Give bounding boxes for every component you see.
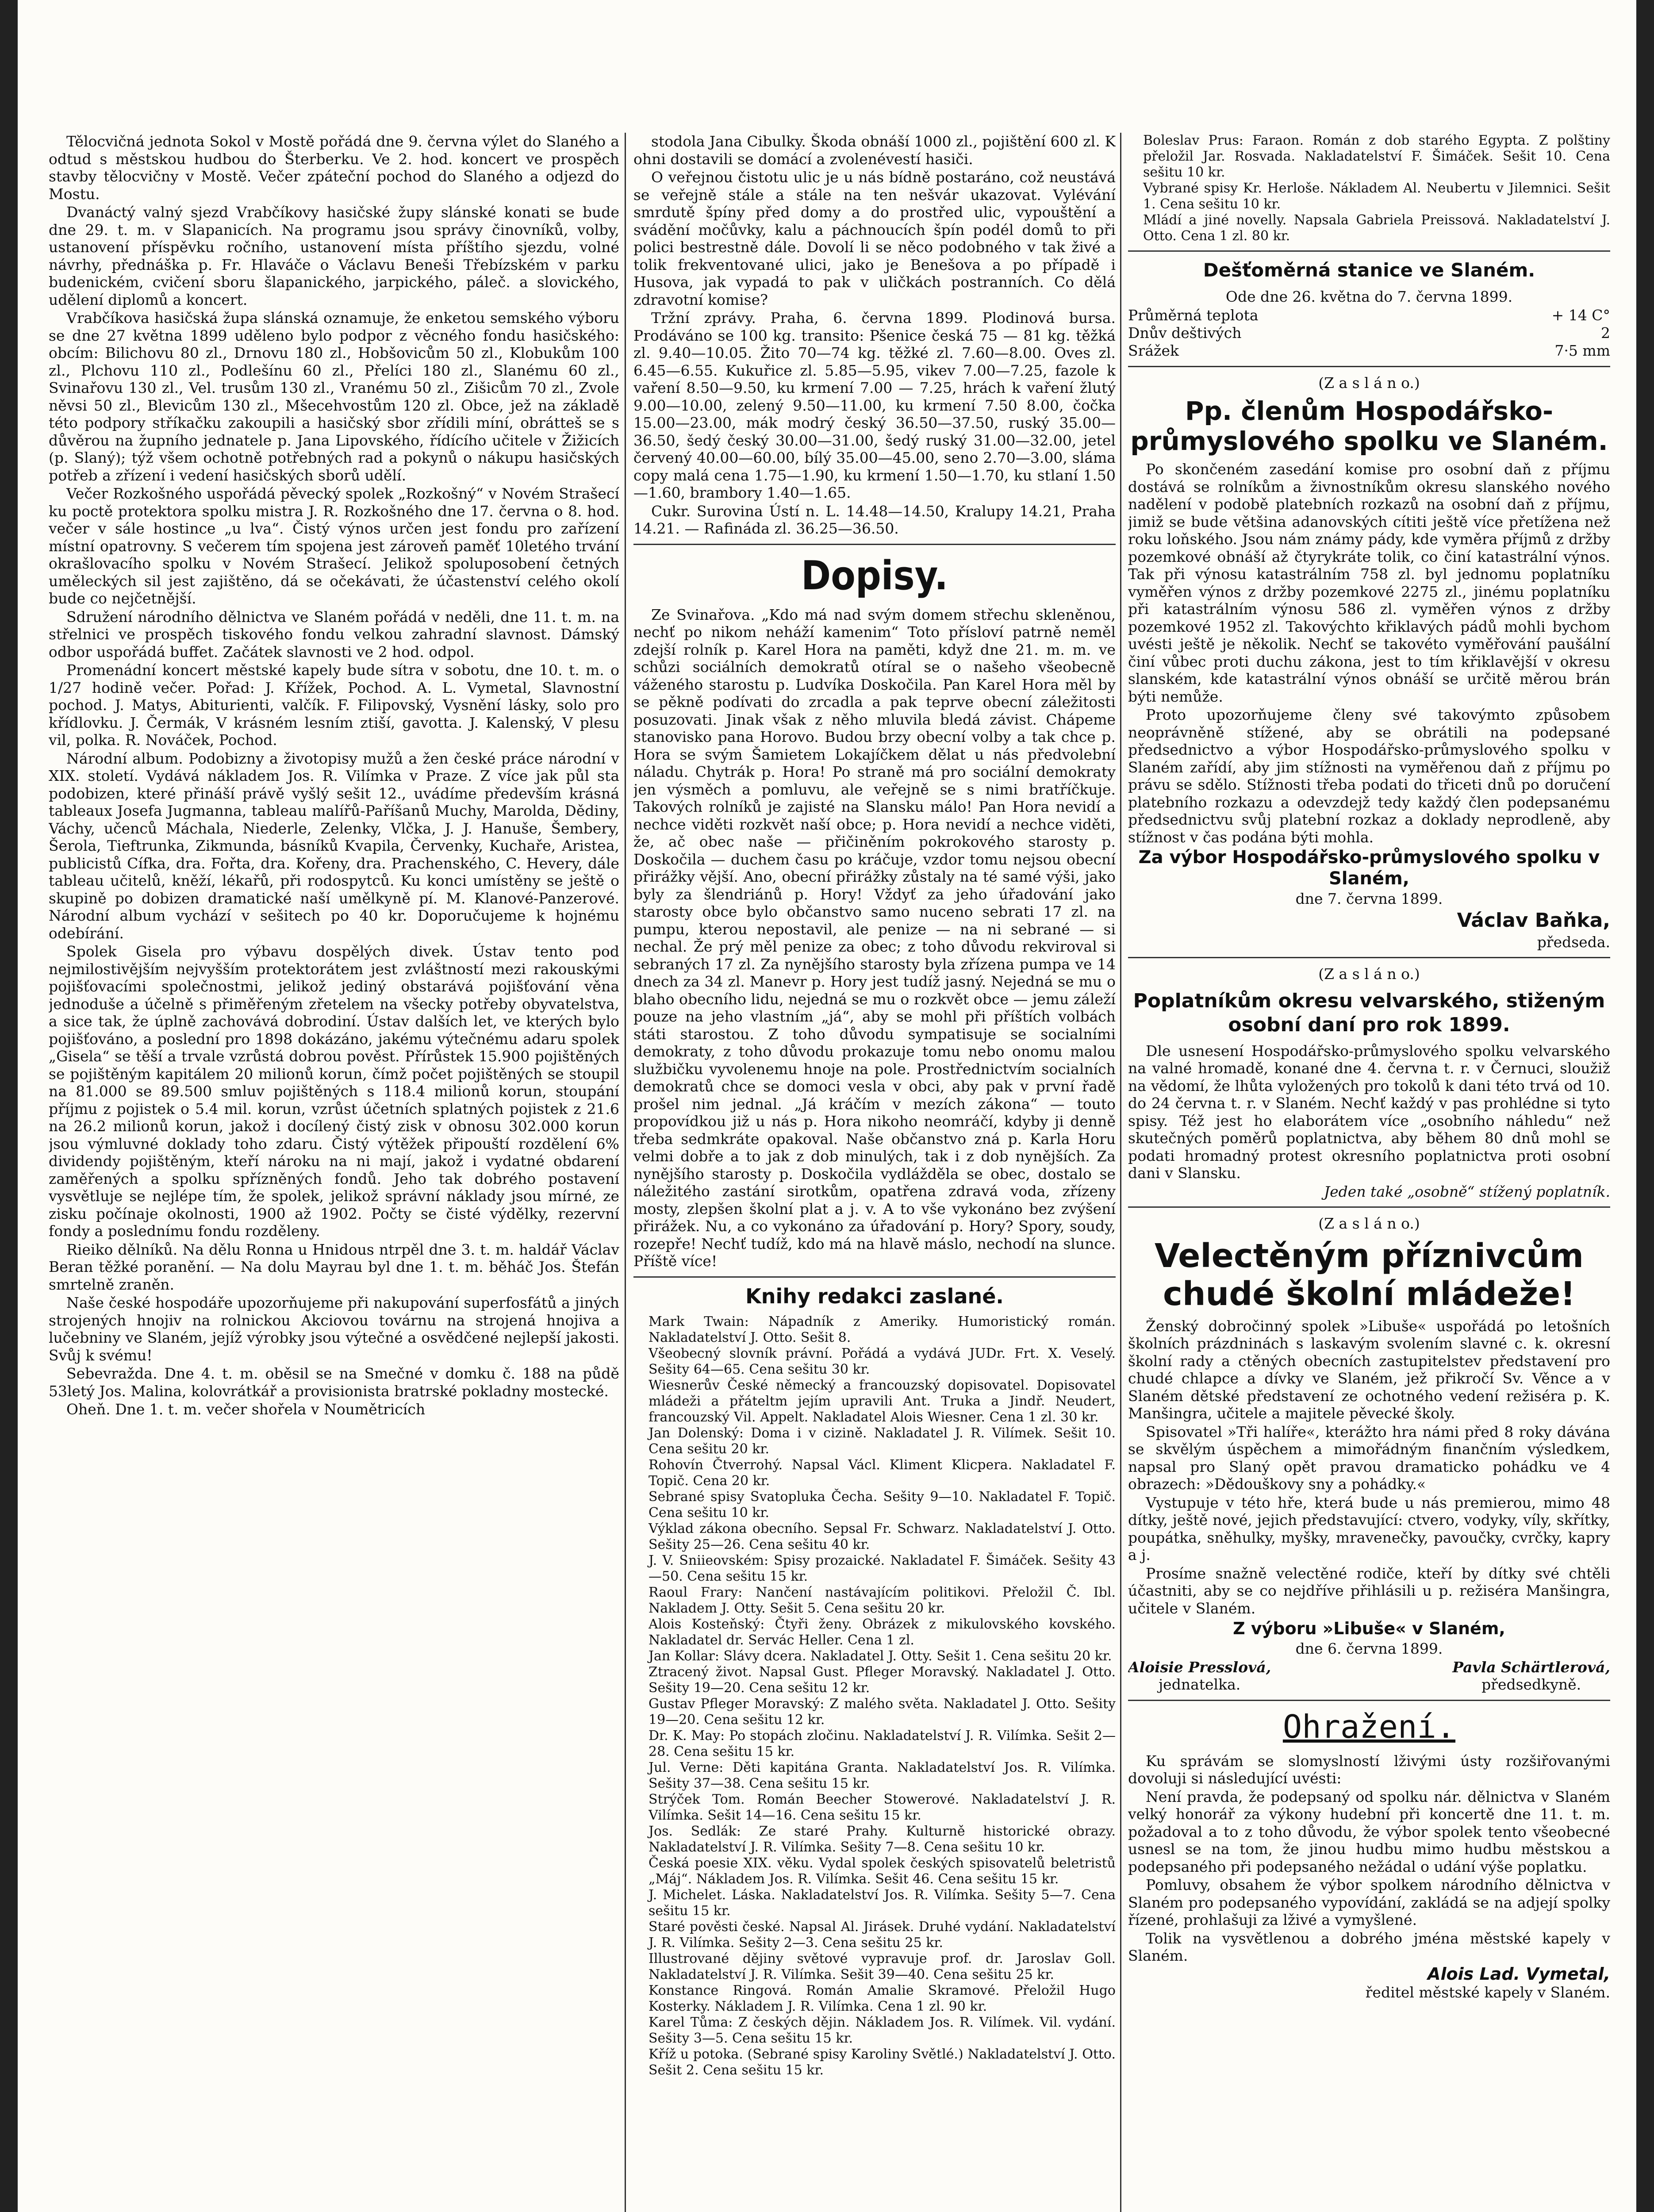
zaslano-note: (Z a s l á n o.) <box>1318 374 1420 392</box>
signature-name: Alois Lad. Vymetal, <box>1428 1964 1610 1984</box>
notice-date: dne 6. června 1899. <box>1295 1640 1443 1657</box>
divider <box>1128 957 1610 958</box>
book-entry: Dr. K. May: Po stopách zločinu. Nakladatelství J. R. Vilímka. Sešit 2—28. Cena sešitu 15 kr. <box>649 1728 1116 1759</box>
divider <box>1128 366 1610 367</box>
book-entry: Wiesnerův České německý a francouzský dopisovatel. Dopisovatel mládeži a přáteltm jejím upravili Ant. Truka a Jindř. Neudert, francouzský Vil. Appelt. Nakladatel Alois Wiesner. Cena 1 zl. 30 kr. <box>649 1377 1116 1425</box>
book-entry: Ztracený život. Napsal Gust. Pfleger Moravský. Nakladatel J. Otto. Sešity 19—20. Cena sešitu 12 kr. <box>649 1664 1116 1696</box>
notice-body: Prosíme snažně velectěné rodiče, kteří by dítky své chtěli účastniti, aby se co nejdříve přihlásili u p. režiséra Manšingra, učitele v Slaném. <box>1128 1564 1610 1617</box>
divider <box>633 544 1116 545</box>
columns <box>49 133 1610 2212</box>
news-item: Sdružení národního dělnictva ve Slaném pořádá v neděli, dne 11. t. m. na střelnici ve prospěch tiskového fondu velkou zahradní slavnost. Dámský odbor uspořádá buffet. Začátek slavnosti ve 2 hod. odpol. <box>49 608 619 661</box>
notice-body: Dle usnesení Hospodářsko-průmyslového spolku velvarského na valné hromadě, konané dne 4. června t. r. v Černuci, sloužiž na vědomí, že lhůta vyložených pro tokolů k dani této trvá od 10. do 24 června t. r. v Slaném. Nechť každý v pas prohlédne si tyto spisy. Též jest ho elaborátem více „osobního náhledu“ než skutečných poměrů poplatnictva, aby během 80 dnů mohl se podati hromadný protest okresního poplatnictva proti osobní dani v Slansku. <box>1128 1042 1610 1182</box>
market-report: Cukr. Surovina Ústí n. L. 14.48—14.50, Kralupy 14.21, Praha 14.21. — Rafináda zl. 36.25—36.50. <box>633 502 1116 537</box>
divider <box>1128 250 1610 252</box>
weather-row <box>1128 307 1610 324</box>
book-entry: Staré pověsti české. Napsal Al. Jirásek. Druhé vydání. Nakladatelství J. R. Vilímka. Sešity 2—3. Cena sešitu 25 kr. <box>649 1919 1116 1951</box>
letter-svinarov: Ze Svinařova. „Kdo má nad svým domem střechu skleněnou, nechť po nikom neháží kamenim“ Toto přísloví patrně neměl zdejší rolník p. Karel Hora na paměti, když dne 21. m. m. ve schůzi sociálních demokratů otíral se o našeho všeobecně váženého starostu p. Ludvíka Doskočila. Pan Karel Hora měl by se pěkně podívati do zrcadla a pak teprve obecní záležitosti posuzovati. Jinak však z něho mluvila bledá závist. Chápeme stanovisko pana Horovo. Budou brzy obecní volby a tak chce p. Hora se svým Šamietem Lokajíčkem dělat u nás předvolební náladu. Chytrák p. Hora! Po straně má pro sociální demokraty jen výsměch a pomluvu, ale veřejně se s nimi bratříčkuje. Takových rolníků je zajisté na Slansku málo! Pan Hora nevidí a nechce viděti rozkvět naší obce; p. Hora nevidí a nechce viděti, že, ač obec naše — přičiněním pokrokového starosty p. Doskočila — duchem času po kráčuje, vzdor tomu nejsou obecní přirážky vější. Ano, obecní přirážky zůstaly na té samé výši, jako byly za šlendriánů p. Hory! Vždyť za jeho úřadování jako starosty obce bylo občanstvo samo nuceno sebrati 17 zl. na pumpu, kterou nepostavil, ale penize — na ni sebrané — si nechal. Že prý měl penize za obec; z toho důvodu rekviroval si sebraných 17 zl. Za nynějšího starosty byla zřízena pumpa ve 14 dnech za 34 zl. Manevr p. Hory jest tudíž jasný. Nejedná se mu o blaho obecního lidu, nejedná se mu o rozkvět obce — jemu záleží pouze na jeho vlastním „já“, aby se mohl při příštích volbách státi starostou. Z toho důvodu sympatisuje se socialními demokraty, z toho důvodu prokazuje tomu nebo onomu malou službičku vyvolenemu hnoje na pole. Prostřednictvím socialních demokratů chce se domoci vesla v obci, aby pak v první řadě prošel nim jednal. „Já kráčím v mezích zákona“ — touto propovídkou již u nás p. Hora nikoho neomráčí, kdyby ji denně třeba sedmkráte opakoval. Naše občanstvo zná p. Karla Horu velmi dobře a to jak z dob minulých, tak i z dob nynějších. Za nynějšího starosty p. Doskočila vydlážděla se obec, dostalo se náležitého zastání sirotkům, opatřena zdravá voda, zřízeny mosty, zlepšen školní plat a j. v. A to vše vykonáno bez zvýšení přirážek. Nu, a co vykonáno za úřadování p. Hory? Spory, soudy, rozepře! Nechť tudíž, kdo má na hlavě máslo, nechodí na slunce. Příště více! <box>633 606 1116 1270</box>
weather-label: Průměrná teplota <box>1128 306 1259 324</box>
signature-row <box>1128 1659 1610 1694</box>
book-entry: J. Michelet. Láska. Nakladatelství Jos. R. Vilímka. Sešity 5—7. Cena sešitu 15 kr. <box>649 1887 1116 1919</box>
book-entry: Výklad zákona obecního. Sepsal Fr. Schwarz. Nakladatelství J. Otto. Sešity 25—26. Cena sešitu 40 kr. <box>649 1521 1116 1552</box>
book-entry: Boleslav Prus: Faraon. Román z dob starého Egypta. Z polštiny přeložil Jar. Rosvada. Nakladatelství F. Šimáček. Sešit 10. Cena sešitu 10 kr. <box>1143 133 1610 180</box>
signature-role: předseda. <box>1537 933 1610 951</box>
signature-left: Aloisie Presslová, jednatelka. <box>1128 1658 1271 1693</box>
section-title-letters: Dopisy. <box>801 552 948 599</box>
notice-signature: Jeden také „osobně“ stížený poplatník. <box>1324 1183 1610 1200</box>
scan-border-right <box>1636 0 1654 2212</box>
book-entry: Mark Twain: Nápadník z Ameriky. Humoristický román. Nakladatelství J. Otto. Sešit 8. <box>649 1313 1116 1345</box>
book-entry: Strýček Tom. Román Beecher Stowerové. Nakladatelství J. R. Vilímka. Sešit 14—16. Cena sešitu 15 kr. <box>649 1791 1116 1823</box>
zaslano-note: (Z a s l á n o.) <box>1318 965 1420 983</box>
news-item: Tělocvičná jednota Sokol v Mostě pořádá dne 9. června výlet do Slaného a odtud s městskou hudbou do Šterberku. Ve 2. hod. koncert ve prospěch stavby tělocvičny v Mostě. Večer zpáteční pochod do Slaného a odjezd do Mostu. <box>49 133 619 203</box>
notice-body: Není pravda, že podepsaný od spolku nár. dělnictva v Slaném velký honorář za výkony hudební při koncertě dne 11. t. m. požadoval a to z toho důvodu, že výbor spolek tento všeobecné usnesl se na tom, že jinou hudbu mimo hudbu městskou a podepsaného při podepsaného nežádal o udání výše poplatku. <box>1128 1788 1610 1875</box>
book-entry: Mládí a jiné novelly. Napsala Gabriela Preissová. Nakladatelství J. Otto. Cena 1 zl. 80 kr. <box>1143 212 1610 244</box>
weather-title: Dešťoměrná stanice ve Slaném. <box>1203 259 1535 281</box>
news-item: Sebevražda. Dne 4. t. m. oběsil se na Smečné v domku č. 188 na půdě 53letý Jos. Malina, kolovrátkář a provisionista bratrské pokladny mostecké. <box>49 1365 619 1400</box>
notice-body: Proto upozorňujeme členy své takovýmto způsobem neoprávněně stížené, aby se obrátili na podepsané předsednictvo a výbor Hospodářsko-průmyslového spolku v Slaném zařídí, aby jim stížnosti na vyměřenou daň z příjmu po právu se sdělo. Stížnosti třeba podati do třiceti dnů po doručení platebního rozkazu a odevzdejž tedy každý člen podepsanému předsednictvu svůj platební rozkaz a doklady neprodleně, aby stížnost v čas podána býti mohla. <box>1128 706 1610 846</box>
weather-label: Dnův deštivých <box>1128 324 1242 342</box>
news-item: Naše české hospodáře upozorňujeme při nakupování superfosfátů a jiných strojených hnojiv na rolnickou Akciovou továrnu na strojená hnojiva a lučebniny ve Slaném, jejíž výrobky jsou výtečné a osvědčené nejlepší jakosti. Svůj k svému! <box>49 1294 619 1364</box>
signature-right: Pavla Schärtlerová, předsedkyně. <box>1452 1658 1610 1693</box>
book-list-continued <box>1128 133 1610 244</box>
signature-role: ředitel městské kapely v Slaném. <box>1365 1984 1610 2001</box>
book-entry: Alois Kosteňský: Čtyři ženy. Obrázek z mikulovského kovského. Nakladatel dr. Servác Heller. Cena 1 zl. <box>649 1616 1116 1648</box>
notice-signature: Z výboru »Libuše« v Slaném, <box>1233 1619 1505 1638</box>
notice-body: Pomluvy, obsahem že výbor spolkem národního dělnictva v Slaném pro podepsaného vypovídání, zakládá se na adjejí spolky řízené, prohlašuji za lživé a vymyšlené. <box>1128 1876 1610 1928</box>
scan-border-left <box>0 0 18 2212</box>
book-entry: Raoul Frary: Nančení nastávajícím politikovi. Přeložil Č. Ibl. Nakladem J. Otty. Sešit 5. Cena sešitu 20 kr. <box>649 1584 1116 1616</box>
column-rule <box>625 133 626 2212</box>
column-3 <box>1128 133 1610 2212</box>
weather-table <box>1128 307 1610 360</box>
news-item: Večer Rozkošného uspořádá pěvecký spolek „Rozkošný“ v Novém Strašecí ku poctě protektora spolku mistra J. R. Rozkošného dne 17. června o 8. hod. večer v sále hostince „u lva“. Čistý výnos určen jest fondu pro zařízení místní opatrovny. S večerem tím spojena jest zároveň paměť 10letého trvání okrašlovacího spolku v Novém Strašecí. Jelikož spoluposobení četných uměleckých sil jest zajištěno, dá se očekávati, že účastenství celého okolí bude co nejčetnější. <box>49 485 619 607</box>
news-item: Vrabčíkova hasičská župa slánská oznamuje, že enketou semského výboru se dne 27 května 1899 uděleno bylo podpor z věcného fondu hasičského: obcím: Bilichovu 80 zl., Drnovu 180 zl., Hobšovicům 50 zl., Klobukům 100 zl., Plchovu 110 zl., Podlešínu 60 zl., Přelíci 180 zl., Slanému 60 zl., Svinařovu 130 zl., Vel. trusům 130 zl., Vranému 50 zl., Zišicům 70 zl., Zvole něvsi 50 zl., Blevicům 130 zl., Mšecehvostům 120 zl. Obce, jež na základě této podpory stříkačku zakoupili a hasičský sbor zřídili míní, obrátteš se s důvěrou na župního jednatele p. Jana Lipovského, řídícího učitele v Žižicích (p. Slaný); týž všem ochotně potřebných rad a pokynů o nákupu hasičských potřeb a zřízení i vedení hasičských sborů udělí. <box>49 309 619 484</box>
notice-title-taxpayers: Poplatníkům okresu velvarského, stiženým osobní daní pro rok 1899. <box>1133 989 1605 1036</box>
news-item: Rieiko dělníků. Na dělu Ronna u Hnidous ntrpěl dne 3. t. m. haldář Václav Beran těžké poranění. — Na dolu Mayrau byl dne 1. t. m. běháč Jos. Štefán smrtelně zraněn. <box>49 1240 619 1293</box>
book-entry: Gustav Pfleger Moravský: Z malého světa. Nakladatel J. Otto. Sešity 19—20. Cena sešitu 12 kr. <box>649 1696 1116 1728</box>
news-item: Dvanáctý valný sjezd Vrabčíkovy hasičské župy slánské konati se bude dne 29. t. m. v Slapanicích. Na programu jsou správy činovníků, volby, ustanovení příspěvku ročního, ustanovení místa příštího sjezdu, volné návrhy, přednáška p. Fr. Hlaváče o Václavu Beneši Třebízském v parku budenickém, cvičení sboru šlapanického, jarpického, páleč. a slovického, udělení diplomů a koncert. <box>49 204 619 308</box>
notice-title-members: Pp. členům Hospodářsko-průmyslového spolku ve Slaném. <box>1130 396 1608 456</box>
news-item: Spolek Gisela pro výbavu dospělých divek. Ústav tento pod nejmilostivějším nejvyšším protektorátem jest zvláštností mezi rakouskými pojišťovacími společnostmi, jelikož jediný obstarává pojišťování věna jednoduše a účelně s přiměřeným zřetelem na všecky potřeby obyvatelstva, a sice tak, že úplně zachovává dobrodiní. Ústav dalších let, ve kterých bylo pojišťováno, a poslední pro 1898 dokázáno, jakému výtečnému adaru spolek „Gisela“ se těší a trvale vzrůstá dobrou pověst. Přírůstek 15.900 pojištěných se pojištěným kapitálem 20 milionů korun, čímž počet pojištěných se stoupil na 81.000 se 89.500 smluv pojištěných s 118.4 milionů korun, stoupání příjmu z pojistek o 5.4 mil. korun, vzrůst účetních splatných pojistek z 21.6 na 26.2 milionů korun, jakož i docílený čistý zisk v obnosu 302.000 korun jsou výmluvné doklady toho zdaru. Čistý výtěžek připouští rozdělení 6% dividendy pojištěným, kteří nároku na ni mají, jakož i vydatné obdarení zaměřených a spolku spřízněných fondů. Jeho tak dobrého postavení vysvětluje se nejlépe tím, že spolek, jelikož správní náklady jsou mírné, ze zisku počínaje okolnosti, 1900 až 1902. Počty se čisté výdělky, rezervní fondy a poslednímu fondu rozděleny. <box>49 943 619 1240</box>
weather-value: + 14 C° <box>1551 306 1610 324</box>
column-1 <box>49 133 619 2212</box>
divider <box>1128 1206 1610 1208</box>
weather-value: 7·5 mm <box>1554 342 1610 359</box>
weather-period: Ode dne 26. května do 7. června 1899. <box>1225 288 1513 305</box>
book-entry: J. V. Sniieovském: Spisy prozaické. Nakladatel F. Šimáček. Sešity 43—50. Cena sešitu 15 kr. <box>649 1552 1116 1584</box>
notice-body: Tolik na vysvětlenou a dobrého jména městské kapely v Slaném. <box>1128 1929 1610 1964</box>
notice-body: Ku správám se slomyslností lživými ústy rozšiřovanými dovoluji si následující uvésti: <box>1128 1752 1610 1787</box>
book-entry: Illustrované dějiny světové vypravuje prof. dr. Jaroslav Goll. Nakladatelství J. R. Vilímka. Sešit 39—40. Cena sešitu 25 kr. <box>649 1951 1116 1982</box>
book-entry: Rohovín Čtverrohý. Napsal Václ. Kliment Klicpera. Nakladatel F. Topič. Cena 20 kr. <box>649 1457 1116 1489</box>
book-entry: Jos. Sedlák: Ze staré Prahy. Kulturně historické obrazy. Nakladatelství J. R. Vilímka. Sešity 7—8. Cena sešitu 10 kr. <box>649 1823 1116 1855</box>
divider <box>633 1276 1116 1278</box>
notice-body: Vystupuje v této hře, která bude u nás premierou, mimo 48 dítky, ještě nové, jejich představující: ctvero, vodyky, víly, skřítky, poupátka, sněhulky, myšky, mravenečky, pavoučky, cvrčky, kapry a j. <box>1128 1494 1610 1563</box>
notice-title-objection: Ohražení. <box>1282 1708 1456 1745</box>
book-entry: Vybrané spisy Kr. Herloše. Nákladem Al. Neubertu v Jilemnici. Sešit 1. Cena sešitu 10 kr. <box>1143 180 1610 212</box>
divider <box>1128 1700 1610 1701</box>
book-entry: Jan Kollar: Slávy dcera. Nakladatel J. Otty. Sešit 1. Cena sešitu 20 kr. <box>649 1648 1112 1664</box>
notice-body: Ženský dobročinný spolek »Libuše« uspořádá po letošních školních prázdninách s laskavým svolením slavné c. k. okresní školní rady a ctěných obecních zastupitelstev představení pro chudé chlapce a dívky ve Slaném, jež přikročí Sv. Věnce a v Slaném dětské představení ze ochotného vedení režiséra p. K. Manšingra, učitele a majitele pěvecké školy. <box>1128 1317 1610 1422</box>
weather-row <box>1128 324 1610 342</box>
notice-signature: Za výbor Hospodářsko-průmyslového spolku v Slaném, <box>1138 847 1600 889</box>
news-item: stodola Jana Cibulky. Škoda obnáší 1000 zl., pojištění 600 zl. K ohni dostavili se domácí a zvolenévestí hasiči. <box>633 133 1116 168</box>
book-entry: Všeobecný slovník právní. Pořádá a vydává JUDr. Frt. X. Veselý. Sešity 64—65. Cena sešitu 30 kr. <box>649 1345 1116 1377</box>
market-report: Tržní zprávy. Praha, 6. června 1899. Plodinová bursa. Prodáváno se 100 kg. transito: Pšenice česká 75 — 81 kg. těžká zl. 9.40—10.05. Žito 70—74 kg. těžké zl. 7.60—8.00. Oves zl. 6.45—6.55. Kukuřice zl. 5.85—5.95, vikev 7.00—7.25, fazole k vaření 8.50—9.50, ku krmení 7.00 — 7.25, hrách k vaření žlutý 9.00—10.00, zelený 9.50—11.00, ku krmení 7.50 8.00, čočka 15.00—23.00, mák modrý český 36.50—37.50, ruský 35.00—36.50, šedý český 30.00—31.00, šedý ruský 31.00—32.00, jetel červený 40.00—60.00, bílý 35.00—45.00, seno 2.70—3.00, sláma copy malá cena 1.75—1.90, ku krmení 1.50—1.70, ku stlaní 1.50—1.60, brambory 1.40—1.65. <box>633 309 1116 501</box>
book-entry: Kříž u potoka. (Sebrané spisy Karoliny Světlé.) Nakladatelství J. Otto. Sešit 2. Cena sešitu 15 kr. <box>649 2046 1116 2078</box>
book-entry: Konstance Ringová. Román Amalie Skramové. Přeložil Hugo Kosterky. Nákladem J. R. Vilímka. Cena 1 zl. 90 kr. <box>649 1982 1116 2014</box>
section-title-books: Knihy redakci zaslané. <box>745 1284 1004 1308</box>
news-item: O veřejnou čistotu ulic je u nás bídně postaráno, což neustává se veřejně stále a stále na ten nešvár ukazovat. Vylévání smrdutě špíny před domy a do prostřed ulic, vypouštění a svádění močůvky, kalu a páchnoucích špín podél domů to při polici bestrestně dále. Dovolí li se něco podobného v tak živé a tolik frekventované ulici, jako je Benešova a po případě i Husova, jak vypadá to pak v uličkách postranních. Co dělá zdravotní komise? <box>633 169 1116 308</box>
weather-value: 2 <box>1601 324 1610 342</box>
weather-row <box>1128 342 1610 360</box>
notice-body: Po skončeném zasedání komise pro osobní daň z příjmu dostává se rolníkům a živnostníkům okresu slanského nového nadělení v podobě platebních rozkazů na osobní daň z příjmu, jimiž se bude většina adanovských cítiti ještě více přetížena než roku loňského. Jsou nám známy pády, kde vyměra příjmů z držby pozemkové obnáší až čtyrykráte tolik, co činí katastrální výnos. Tak při výnosu katastrálním 758 zl. byl jednomu poplatníku vyměřen výnos z držby pozemkové 2275 zl., jinému poplatníku při katastrálním výnosu 586 zl. vyměřen výnos z držby pozemkové 1952 zl. Takovýchto křiklavých pádů mohli bychom uvésti ještě je několik. Nechť se takovéto vyměřování paušální činí vůbec proti duchu zákona, jest to tím křiklavější v okresu slanském, kde katastrální výnos obnáší se určitě měrou brán býti nemůže. <box>1128 461 1610 705</box>
news-item: Národní album. Podobizny a životopisy mužů a žen české práce národní v XIX. století. Vydává nákladem Jos. R. Vilímka v Praze. Z více jak půl sta podobizen, které přináší právě vyšlý sešit 12., uvádíme především krásná tableaux Josefa Jugmanna, tableau malířů-Paříšanů Muchy, Marolda, Dědiny, Váchy, učenců Máchala, Niederle, Zelenky, Vlčka, J. J. Hanuše, Šembery, Šerola, Tieftrunka, Zikmunda, básníků Kvapila, Červenky, Kuchaře, Aristea, publicistů Cífka, dra. Fořta, dra. Kořeny, dra. Prachenského, C. Hevery, dále tableau učitelů, kněží, lékařů, při rodospytců. Ku konci umístěny se ještě o skupině po dobizen dramatické naší umělkyně pí. M. Klanové-Panzerové. Národní album vychází v sešitech po 40 kr. Doporučujeme k hojnému odebírání. <box>49 749 619 942</box>
signature-name: Václav Baňka, <box>1457 909 1610 932</box>
zaslano-note: (Z a s l á n o.) <box>1318 1215 1420 1232</box>
news-item: Promenádní koncert městské kapely bude sítra v sobotu, dne 10. t. m. o 1/27 hodině večer. Pořad: J. Křížek, Pochod. A. L. Vymetal, Slavnostní pochod. J. Matys, Abiturienti, valčík. F. Filipovský, Vysnění lásky, solo pro křídlovku. J. Čermák, V krásném lesním ztiší, gavotta. J. Kalenský, V plesu vil, polka. R. Nováček, Pochod. <box>49 661 619 749</box>
column-rule <box>1120 133 1121 2212</box>
book-entry: Sebrané spisy Svatopluka Čecha. Sešity 9—10. Nakladatel F. Topič. Cena sešitu 10 kr. <box>649 1489 1116 1521</box>
notice-date: dne 7. června 1899. <box>1295 890 1443 907</box>
notice-body: Spisovatel »Tři halíře«, kterážto hra námi před 8 roky dávána se skvělým úspěchem a mimořádným finančním výsledkem, napsal pro Slaný opět pravou dramaticko pohádku ve 4 obrazech: »Dědouškovy sny a pohádky.« <box>1128 1423 1610 1493</box>
book-list <box>633 1314 1116 2078</box>
book-entry: Karel Tůma: Z českých dějin. Nákladem Jos. R. Vilímek. Vil. vydání. Sešity 3—5. Cena sešitu 15 kr. <box>649 2014 1116 2046</box>
book-entry: Česká poesie XIX. věku. Vydal spolek českých spisovatelů beletristů „Máj“. Nákladem Jos. R. Vilímka. Sešit 46. Cena sešitu 15 kr. <box>649 1855 1116 1887</box>
book-entry: Jan Dolenský: Doma i v cizině. Nakladatel J. R. Vilímek. Sešit 10. Cena sešitu 20 kr. <box>649 1425 1116 1457</box>
book-entry: Jul. Verne: Děti kapitána Granta. Nakladatelství Jos. R. Vilímka. Sešity 37—38. Cena sešitu 15 kr. <box>649 1759 1116 1791</box>
news-item: Oheň. Dne 1. t. m. večer shořela v Noumětricích <box>66 1401 426 1418</box>
weather-label: Srážek <box>1128 342 1179 359</box>
notice-title-school: Velectěným příznivcům chudé školní mládeže! <box>1154 1237 1584 1313</box>
column-2 <box>633 133 1116 2212</box>
